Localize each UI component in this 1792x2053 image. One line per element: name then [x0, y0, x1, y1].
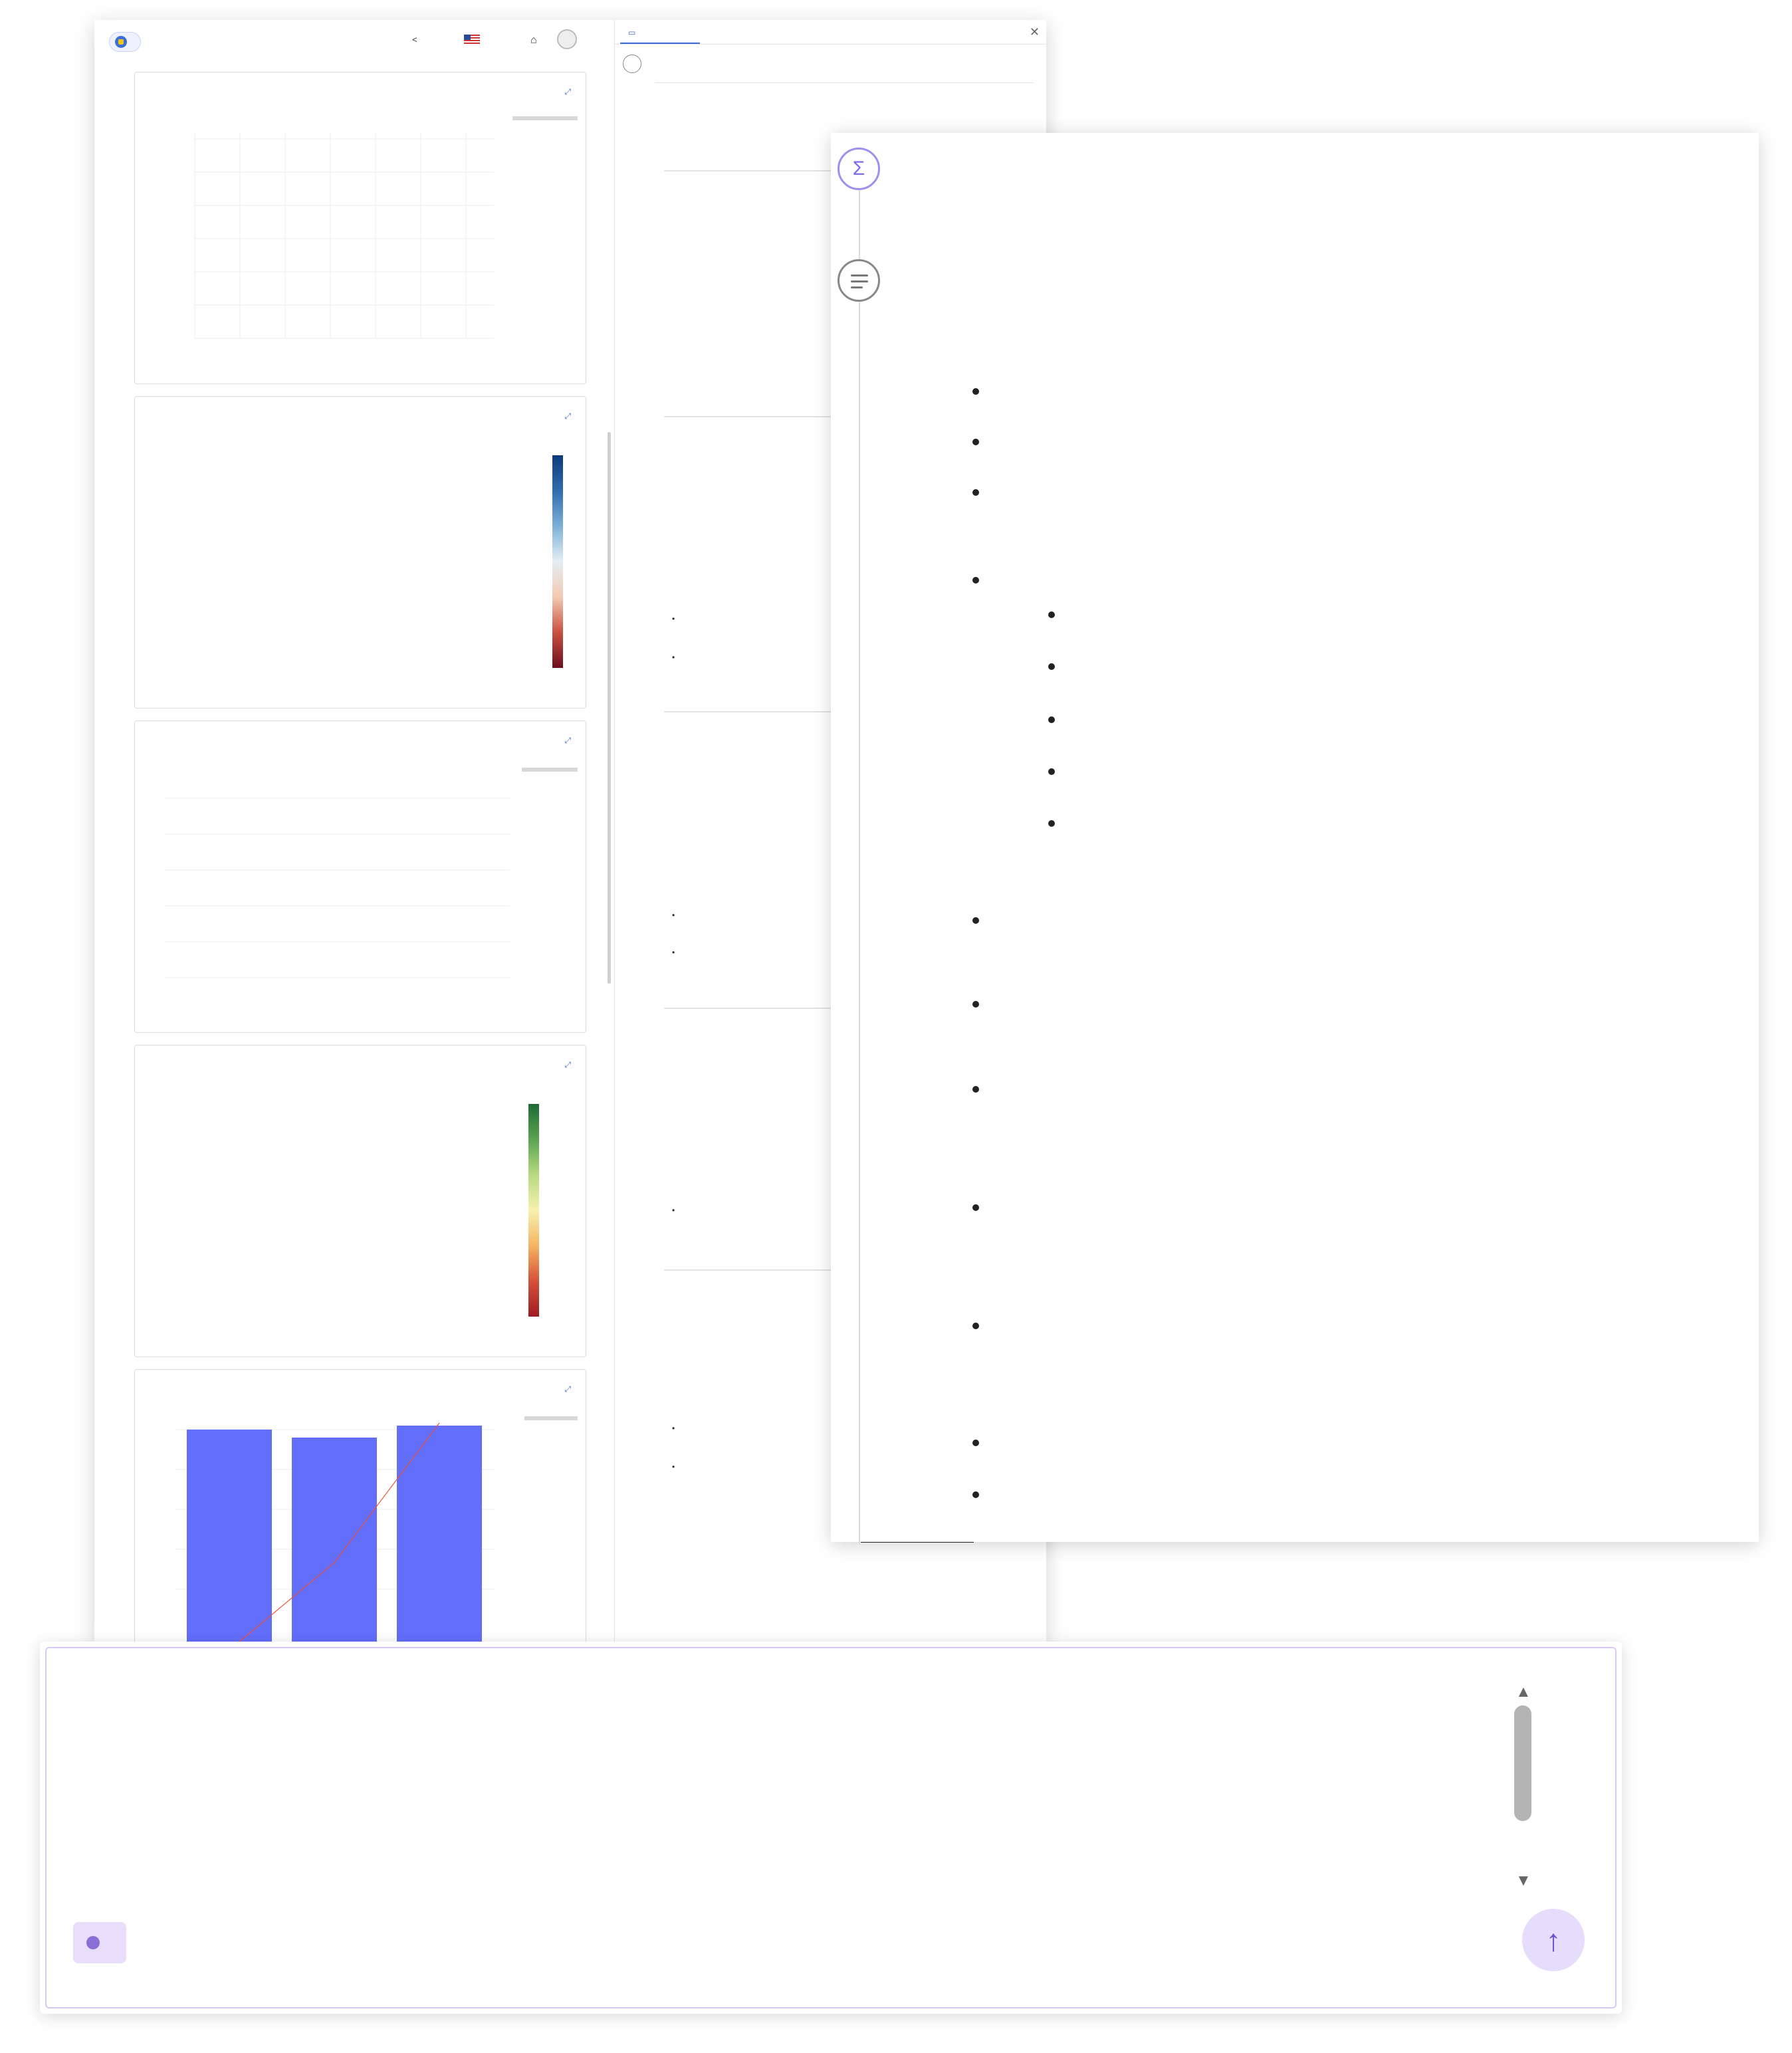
chart-card-sunburst — [134, 1045, 586, 1357]
sigma-icon: Σ — [838, 148, 880, 190]
avatar — [557, 29, 577, 49]
plan-substep — [1073, 806, 1751, 840]
bar-medium — [292, 1438, 377, 1642]
summary-icon — [623, 54, 641, 73]
share-button[interactable] — [412, 35, 421, 45]
profile-button[interactable] — [557, 29, 577, 49]
plan-step — [999, 1308, 1757, 1376]
timeline-line — [859, 189, 860, 1545]
language-selector[interactable] — [464, 35, 484, 45]
legend — [512, 116, 578, 120]
close-icon[interactable]: ✕ — [1029, 25, 1040, 39]
charts-panel — [94, 20, 613, 1642]
tab-execution[interactable] — [628, 28, 641, 37]
plan-step — [999, 475, 1757, 509]
gridlines — [195, 132, 494, 338]
prompt-border — [45, 1647, 1617, 2008]
charts-scrollbar[interactable] — [608, 432, 611, 984]
terminal-icon: ▭ — [628, 28, 636, 37]
explore-button[interactable]: ⤢ — [564, 87, 571, 96]
send-button[interactable] — [1522, 1909, 1585, 1971]
tab-divider — [615, 44, 1046, 45]
chart-card-bars — [134, 1369, 586, 1642]
scroll-up-icon[interactable]: ▲ — [1515, 1683, 1531, 1701]
tool-call-card — [831, 133, 1759, 1542]
bar-fast — [187, 1430, 272, 1642]
home-icon: ⌂ — [530, 35, 537, 46]
explore-button[interactable]: ⤢ — [564, 411, 571, 421]
formula-numerator — [861, 1542, 974, 1543]
notes-icon — [838, 259, 880, 302]
share-icon: < — [412, 35, 417, 45]
explore-button[interactable]: ⤢ — [564, 1060, 571, 1069]
python-logo-icon — [115, 36, 127, 48]
heatmap — [208, 443, 507, 669]
legend — [522, 768, 578, 772]
scatter-plot — [168, 119, 514, 352]
bar-slow — [397, 1426, 482, 1642]
plan-step — [999, 1071, 1757, 1139]
chart-card-lines — [134, 720, 586, 1033]
prompt-box — [40, 1642, 1622, 2014]
plan-step — [999, 986, 1757, 1020]
divider — [655, 82, 1034, 83]
explore-button[interactable]: ⤢ — [564, 736, 571, 745]
agent-badge[interactable] — [109, 32, 141, 52]
plan-step — [999, 903, 1757, 936]
bar-plot — [175, 1416, 494, 1642]
colorbar — [552, 455, 563, 668]
colorbar — [528, 1104, 539, 1317]
line-plot — [164, 765, 510, 991]
home-button[interactable] — [530, 35, 537, 47]
prompt-scrollbar[interactable] — [1514, 1705, 1531, 1821]
legend — [524, 1416, 578, 1420]
explore-button[interactable]: ⤢ — [564, 1384, 571, 1394]
arrow-up-icon: ↑ — [1545, 1923, 1561, 1957]
us-flag-icon — [464, 35, 480, 45]
chart-card-scatter — [134, 72, 586, 384]
dataset-icon — [86, 1936, 100, 1949]
chart-card-heatmap — [134, 396, 586, 708]
sunburst — [228, 1085, 467, 1325]
dataset-chip[interactable] — [73, 1922, 126, 1963]
plan-step — [999, 1190, 1757, 1257]
scroll-down-icon[interactable]: ▼ — [1515, 1872, 1531, 1890]
